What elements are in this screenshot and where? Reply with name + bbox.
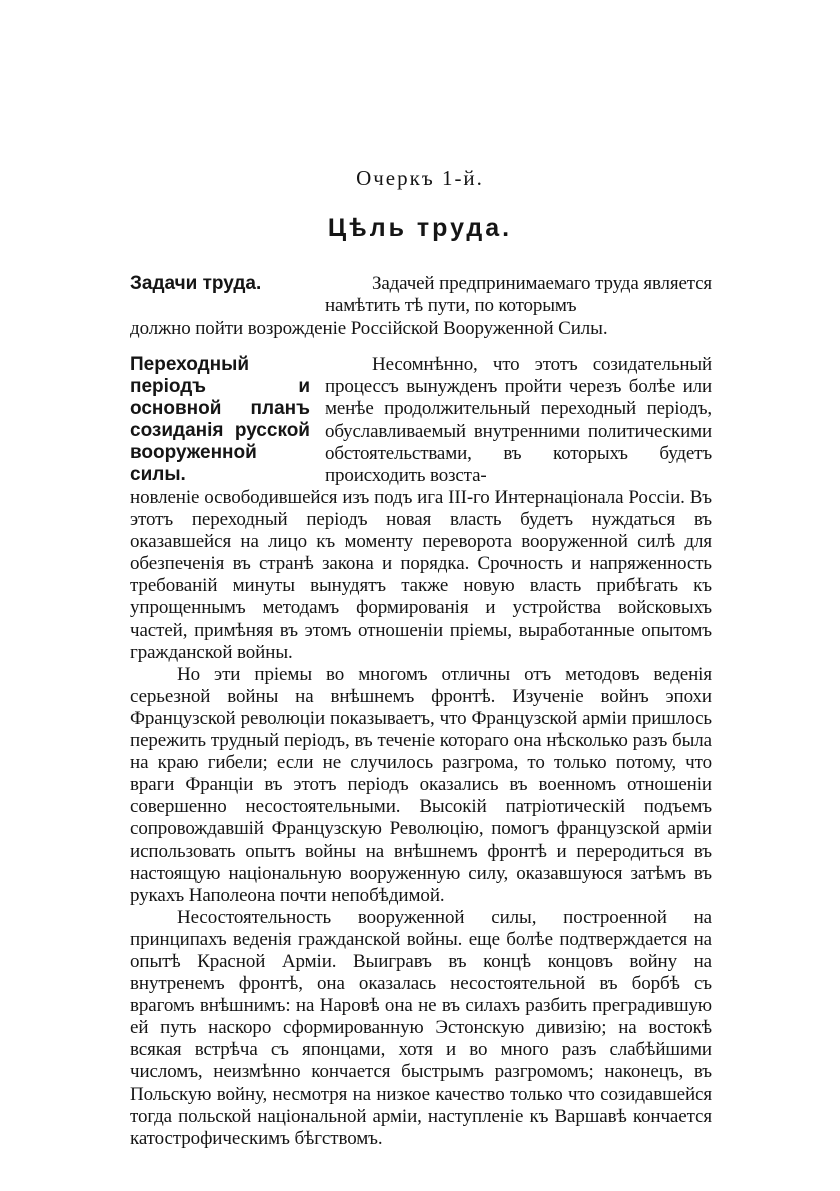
paragraph: Несостоятельность вооруженной силы, построенной на принципахъ веденія гражданской войны. еще болѣе подтверждается на опытѣ Красной Арміи. Выигравъ въ концѣ концовъ войну на внутренемъ фронтѣ, она оказалась несостоятельной въ борбѣ съ врагомъ внѣшнимъ: на Наровѣ она не въ силахъ разбить преградившую ей путь наскоро сформированную Эстонскую дивизію; на востокѣ всякая встрѣча съ японцами, хотя и во много разъ слабѣйшими числомъ, неизмѣнно кончается быстрымъ разгромомъ; наконецъ, въ Польскую войну, несмотря на низкое качество только что созидавшейся тогда польской національной арміи, наступленіе къ Варшавѣ кончается катострофическимъ бѣгствомъ. <box>130 906 712 1149</box>
side-heading-tasks: Задачи труда. <box>130 273 262 294</box>
paragraph: новленіе освободившейся изъ подъ ига III-го Интернаціонала Россіи. Въ этотъ переходный періодъ новая власть будетъ нуждаться въ оказавшейся на лицо къ моменту переворота вооруженной силѣ для обезпеченія въ странѣ закона и порядка. Срочность и напряженность требованій минуты вынудятъ также новую власть прибѣгать къ упрощеннымъ методамъ формированія и устройства войсковыхъ частей, примѣняя въ этомъ отношеніи пріемы, выработанные опытомъ гражданской войны. <box>130 487 712 663</box>
essay-number: Очеркъ 1-й. <box>356 166 484 190</box>
main-text <box>130 487 712 1150</box>
side-heading-transition: Переходный періодъ и основной планъ созиданія русской вооруженной силы. <box>130 354 310 485</box>
section1-text-part1 <box>325 273 712 317</box>
page-title: Цѣль труда. <box>327 214 513 242</box>
section2-text-narrow <box>325 354 712 487</box>
paragraph: Задачей предпринимаемаго труда является намѣтить тѣ пути, по которымъ <box>325 273 712 317</box>
paragraph: Но эти пріемы во многомъ отличны отъ методовъ веденія серьезной войны на внѣшнемъ фронтѣ. Изученіе войнъ эпохи Французской революціи показываетъ, что Французской арміи пришлось пережить трудный періодъ, въ теченіе котораго она нѣсколько разъ была на краю гибели; если не случилось разгрома, то только потому, что враги Франціи въ этотъ періодъ оказались въ военномъ отношеніи совершенно несостоятельными. Высокій патріотическій подъемъ сопровождавшій Французскую Революцію, помогъ французской арміи использовать опытъ войны на внѣшнемъ фронтѣ и переродиться въ настоящую національную вооруженную силу, оказавшуюся затѣмъ въ рукахъ Наполеона почти непобѣдимой. <box>130 663 712 906</box>
paragraph: Несомнѣнно, что этотъ созидательный процессъ вынужденъ пройти черезъ болѣе или менѣе продолжительный переходный періодъ, обуславливаемый внутренними политическими обстоятельствами, въ которыхъ будетъ происходить возста- <box>325 354 712 487</box>
section1-text-part2: должно пойти возрожденіе Россійской Вооруженной Силы. <box>130 318 608 339</box>
